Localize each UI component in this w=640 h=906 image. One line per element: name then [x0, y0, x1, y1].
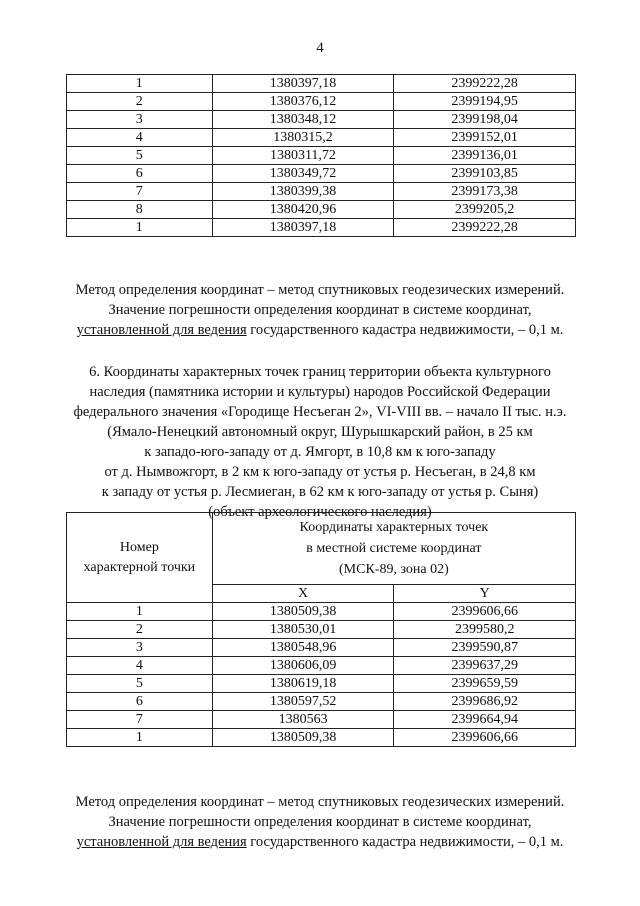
- x-coordinate-cell: 1380397,18: [212, 219, 394, 237]
- point-number-header: [67, 513, 213, 603]
- section-line: к западо-юго-западу от д. Ямгорт, в 10,8 км к юго-западу: [144, 444, 496, 460]
- method-note-line: Метод определения координат – метод спутниковых геодезических измерений.: [75, 794, 565, 810]
- x-coordinate-cell: 1380619,18: [212, 675, 394, 693]
- table-row: [67, 711, 576, 729]
- point-number-cell: 1: [67, 219, 213, 237]
- table-row: [67, 111, 576, 129]
- column-x-header: X: [212, 585, 394, 603]
- point-number-cell: 5: [67, 147, 213, 165]
- x-coordinate-cell: 1380420,96: [212, 201, 394, 219]
- point-number-cell: 8: [67, 201, 213, 219]
- y-coordinate-cell: 2399580,2: [394, 621, 576, 639]
- header-text: в местной системе координат: [306, 541, 482, 556]
- point-number-cell: 7: [67, 711, 213, 729]
- point-number-cell: 5: [67, 675, 213, 693]
- y-coordinate-cell: 2399194,95: [394, 93, 576, 111]
- table-row: [67, 729, 576, 747]
- x-coordinate-cell: 1380606,09: [212, 657, 394, 675]
- y-coordinate-cell: 2399198,04: [394, 111, 576, 129]
- x-coordinate-cell: 1380315,2: [212, 129, 394, 147]
- column-y-header: Y: [394, 585, 576, 603]
- coordinates-table-1-body: [67, 75, 576, 237]
- x-coordinate-cell: 1380509,38: [212, 729, 394, 747]
- section-line: 6. Координаты характерных точек границ территории объекта культурного: [89, 364, 551, 380]
- y-coordinate-cell: 2399590,87: [394, 639, 576, 657]
- method-note-underlined: установленной для ведения: [76, 834, 247, 850]
- point-number-cell: 4: [67, 657, 213, 675]
- y-coordinate-cell: 2399173,38: [394, 183, 576, 201]
- method-note-line: [40, 320, 600, 340]
- coordinates-table-2: [66, 512, 576, 747]
- point-number-cell: 3: [67, 639, 213, 657]
- page-number: 4: [316, 40, 324, 56]
- table-row: [67, 165, 576, 183]
- section-line: федерального значения «Городище Несъеган 2», VI-VIII вв. – начало II тыс. н.э.: [73, 404, 567, 420]
- y-coordinate-cell: 2399606,66: [394, 729, 576, 747]
- point-number-cell: 3: [67, 111, 213, 129]
- x-coordinate-cell: 1380376,12: [212, 93, 394, 111]
- x-coordinate-cell: 1380530,01: [212, 621, 394, 639]
- coordinates-table-1: [66, 74, 576, 237]
- method-note-underlined: установленной для ведения: [76, 322, 247, 338]
- point-number-cell: 1: [67, 729, 213, 747]
- x-coordinate-cell: 1380311,72: [212, 147, 394, 165]
- section-line: (объект археологического наследия): [208, 504, 432, 520]
- x-coordinate-cell: 1380348,12: [212, 111, 394, 129]
- table-row: [67, 693, 576, 711]
- point-number-cell: 6: [67, 165, 213, 183]
- y-coordinate-cell: 2399152,01: [394, 129, 576, 147]
- x-coordinate-cell: 1380548,96: [212, 639, 394, 657]
- y-coordinate-cell: 2399103,85: [394, 165, 576, 183]
- y-coordinate-cell: 2399205,2: [394, 201, 576, 219]
- point-number-cell: 2: [67, 621, 213, 639]
- point-number-cell: 7: [67, 183, 213, 201]
- table-row: [67, 201, 576, 219]
- y-coordinate-cell: 2399222,28: [394, 75, 576, 93]
- method-note-line: Метод определения координат – метод спутниковых геодезических измерений.: [75, 282, 565, 298]
- method-note-1: [40, 280, 600, 340]
- point-number-cell: 1: [67, 75, 213, 93]
- header-text: Координаты характерных точек: [299, 520, 489, 535]
- table-row: [67, 75, 576, 93]
- section-line: наследия (памятника истории и культуры) народов Российской Федерации: [89, 384, 551, 400]
- table-row: [67, 183, 576, 201]
- coordinates-table-2-body: [67, 603, 576, 747]
- header-text: характерной точки: [83, 559, 196, 575]
- table-row: [67, 219, 576, 237]
- y-coordinate-cell: 2399664,94: [394, 711, 576, 729]
- method-note-line: Значение погрешности определения координат в системе координат,: [108, 814, 532, 830]
- table-row: [67, 93, 576, 111]
- table-row: [67, 657, 576, 675]
- header-text: (МСК-89, зона 02): [339, 562, 449, 577]
- x-coordinate-cell: 1380563: [212, 711, 394, 729]
- y-coordinate-cell: 2399637,29: [394, 657, 576, 675]
- y-coordinate-cell: 2399606,66: [394, 603, 576, 621]
- y-coordinate-cell: 2399222,28: [394, 219, 576, 237]
- table-row: [67, 675, 576, 693]
- y-coordinate-cell: 2399136,01: [394, 147, 576, 165]
- method-note-2: [40, 792, 600, 852]
- point-number-cell: 2: [67, 93, 213, 111]
- coordinates-header: [212, 513, 575, 585]
- table-row: [67, 621, 576, 639]
- section-line: от д. Нымвожгорт, в 2 км к юго-западу от устья р. Несъеган, в 24,8 км: [104, 464, 536, 480]
- point-number-cell: 6: [67, 693, 213, 711]
- section-line: (Ямало-Ненецкий автономный округ, Шурышкарский район, в 25 км: [107, 424, 533, 440]
- method-note-rest: государственного кадастра недвижимости, – 0,1 м.: [246, 322, 564, 338]
- x-coordinate-cell: 1380509,38: [212, 603, 394, 621]
- table-row: [67, 639, 576, 657]
- method-note-rest: государственного кадастра недвижимости, – 0,1 м.: [246, 834, 564, 850]
- x-coordinate-cell: 1380597,52: [212, 693, 394, 711]
- section-6-heading: [40, 362, 600, 522]
- x-coordinate-cell: 1380399,38: [212, 183, 394, 201]
- y-coordinate-cell: 2399686,92: [394, 693, 576, 711]
- table-row: [67, 147, 576, 165]
- point-number-cell: 1: [67, 603, 213, 621]
- point-number-cell: 4: [67, 129, 213, 147]
- x-coordinate-cell: 1380397,18: [212, 75, 394, 93]
- header-text: Номер: [119, 539, 159, 555]
- x-coordinate-cell: 1380349,72: [212, 165, 394, 183]
- table-row: [67, 129, 576, 147]
- y-coordinate-cell: 2399659,59: [394, 675, 576, 693]
- method-note-line: Значение погрешности определения координат в системе координат,: [108, 302, 532, 318]
- table-row: [67, 603, 576, 621]
- method-note-line: [40, 832, 600, 852]
- section-line: к западу от устья р. Лесмиеган, в 62 км к юго-западу от устья р. Сыня): [101, 484, 539, 500]
